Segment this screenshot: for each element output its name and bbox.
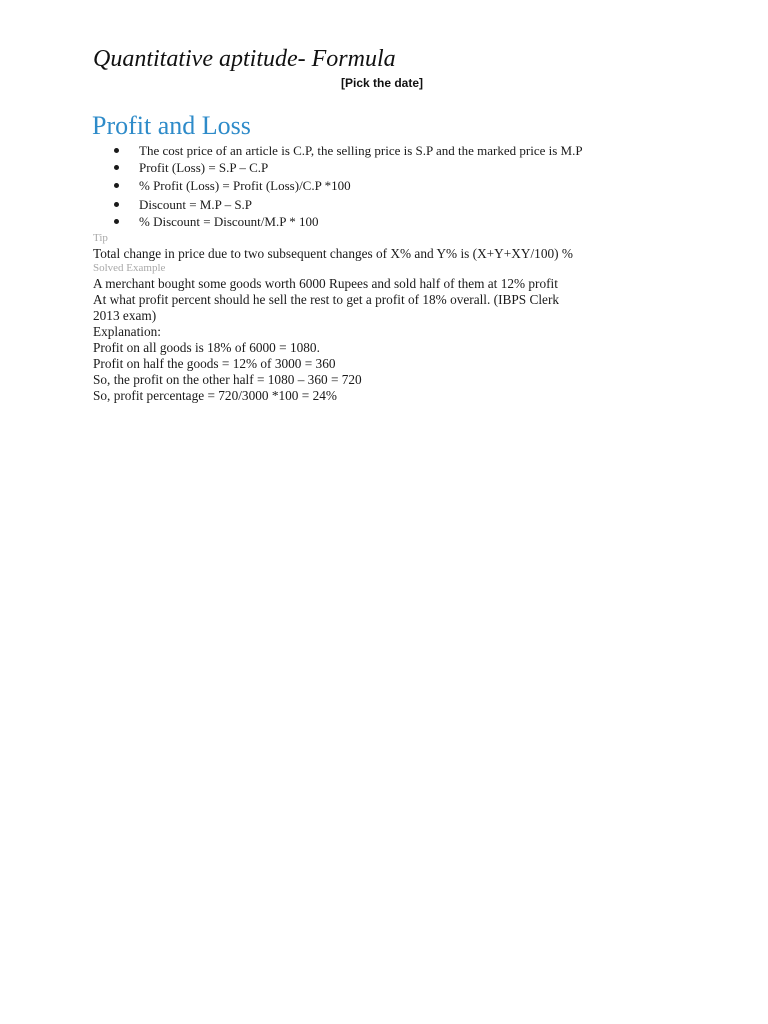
question-line: A merchant bought some goods worth 6000 Rupees and sold half of them at 12% profit — [93, 276, 558, 291]
list-item-text: Profit (Loss) = S.P – C.P — [139, 160, 269, 175]
explanation-line: So, profit percentage = 720/3000 *100 = 24% — [93, 388, 337, 403]
question-line: 2013 exam) — [93, 308, 157, 323]
explanation-line: Profit on all goods is 18% of 6000 = 1080. — [93, 340, 320, 355]
explanation-line: Profit on half the goods = 12% of 3000 = 360 — [93, 356, 336, 371]
solved-example-label: Solved Example — [93, 262, 166, 274]
explanation-label: Explanation: — [93, 324, 161, 339]
bullet-icon — [114, 165, 119, 170]
bullet-icon — [114, 148, 119, 153]
explanation-line: So, the profit on the other half = 1080 – 360 = 720 — [93, 372, 362, 387]
document-title: Quantitative aptitude- Formula — [93, 46, 396, 72]
date-picker-field[interactable]: [Pick the date] — [341, 76, 424, 90]
list-item-text: % Profit (Loss) = Profit (Loss)/C.P *100 — [139, 178, 351, 193]
tip-label: Tip — [93, 232, 108, 244]
list-item-text: Discount = M.P – S.P — [139, 197, 253, 212]
bullet-icon — [114, 219, 119, 224]
tip-text: Total change in price due to two subsequent changes of X% and Y% is (X+Y+XY/100) % — [93, 246, 573, 261]
section-heading: Profit and Loss — [92, 111, 251, 140]
bullet-icon — [114, 183, 119, 188]
question-line: At what profit percent should he sell the rest to get a profit of 18% overall. (IBPS Clerk — [93, 292, 560, 307]
bullet-icon — [114, 202, 119, 207]
list-item-text: The cost price of an article is C.P, the selling price is S.P and the marked price is M.P — [139, 143, 583, 158]
list-item-text: % Discount = Discount/M.P * 100 — [139, 214, 319, 229]
